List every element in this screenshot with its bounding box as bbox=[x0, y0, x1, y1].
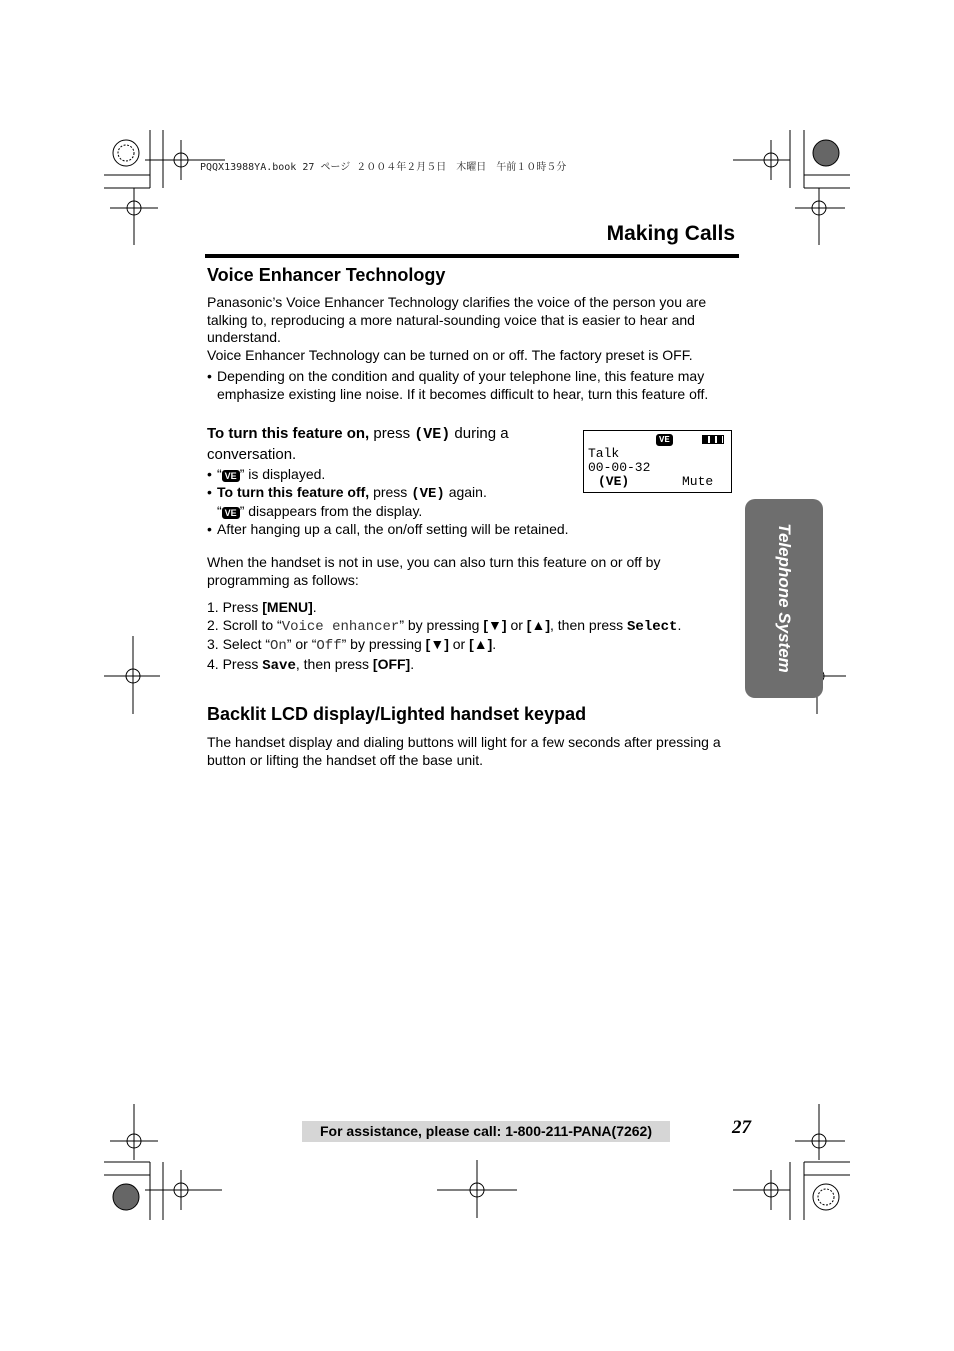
select-softkey: Select bbox=[627, 618, 678, 635]
page-title: Making Calls bbox=[606, 222, 735, 245]
ve-key: (VE) bbox=[414, 426, 451, 443]
step-2-end: . bbox=[677, 616, 682, 633]
ve-key: (VE) bbox=[411, 485, 445, 502]
down-key: [▼] bbox=[483, 616, 507, 633]
backlit-paragraph: The handset display and dialing buttons will light for a few seconds after pressing a button or lifting the handset off the base unit. bbox=[207, 734, 721, 768]
turn-off-label: To turn this feature off, bbox=[217, 483, 370, 500]
voice-enhancer-menu-item: Voice enhancer bbox=[281, 618, 400, 635]
turn-on-rest-text: during a conversation. bbox=[207, 425, 509, 463]
line-noise-note: • Depending on the condition and quality of your telephone line, this feature may emphasize existing line noise. If it becomes difficult to hear, turn this feature off. bbox=[207, 368, 737, 403]
side-tab bbox=[745, 499, 823, 698]
step-4-mid: , then press bbox=[295, 655, 373, 672]
title-rule bbox=[205, 254, 739, 258]
disappears-text: ” disappears from the display. bbox=[239, 503, 423, 519]
down-key: [▼] bbox=[425, 636, 449, 652]
turn-off-press-text: press bbox=[369, 483, 412, 500]
side-tab-label: Telephone System bbox=[775, 523, 794, 673]
lcd-line-1: Talk bbox=[588, 446, 620, 461]
step-1-end: . bbox=[312, 599, 317, 615]
page-number: 27 bbox=[732, 1117, 751, 1138]
section-heading-voice-enhancer: Voice Enhancer Technology bbox=[207, 265, 446, 285]
intro-paragraph-1: Panasonic’s Voice Enhancer Technology clarifies the voice of the person you are talking to, reproducing a more natural-sounding voice that is easier to hear and understand. bbox=[207, 294, 707, 345]
step-3-text: 3. Select “ bbox=[207, 636, 271, 652]
step-3-mid: ” by pressing bbox=[341, 636, 426, 652]
save-softkey: Save bbox=[262, 657, 296, 674]
section-heading-backlit-lcd: Backlit LCD display/Lighted handset keypad bbox=[207, 704, 587, 724]
turn-on-bullets bbox=[207, 466, 607, 538]
turn-off-again-text: again. bbox=[444, 483, 487, 500]
lcd-status-icons bbox=[656, 432, 673, 446]
lcd-line-2: 00-00-32 bbox=[588, 460, 651, 475]
quote-open: “ bbox=[217, 503, 222, 519]
step-3-or: ” or “ bbox=[286, 636, 317, 652]
programming-intro: When the handset is not in use, you can also turn this feature on or off by programming as follows: bbox=[207, 554, 661, 588]
on-option: On bbox=[270, 638, 287, 654]
step-3-end: . bbox=[492, 636, 497, 652]
handset-lcd-illustration bbox=[583, 430, 732, 493]
programming-steps bbox=[207, 599, 737, 675]
intro-paragraph-2: Voice Enhancer Technology can be turned on or off. The factory preset is OFF. bbox=[207, 346, 693, 363]
print-header-line: PQQX13988YA.book 27 ページ ２００４年２月５日 木曜日 午前１０時５分 bbox=[200, 162, 567, 173]
turn-on-instruction bbox=[207, 424, 537, 465]
bullet-displayed bbox=[207, 466, 607, 484]
quote-open: “ bbox=[217, 466, 222, 482]
step-3 bbox=[207, 636, 737, 656]
ve-icon: VE bbox=[222, 507, 240, 519]
battery-icon bbox=[702, 435, 724, 444]
assistance-footer: For assistance, please call: 1-800-211-PANA(7262) bbox=[302, 1121, 670, 1142]
step-4-text: 4. Press bbox=[207, 655, 263, 672]
ve-icon: VE bbox=[222, 470, 240, 482]
bullet-hangup: • After hanging up a call, the on/off setting will be retained. bbox=[207, 521, 607, 539]
off-option: Off bbox=[316, 638, 342, 654]
voice-enhancer-intro bbox=[207, 294, 737, 403]
ve-icon: VE bbox=[656, 434, 673, 446]
turn-on-press-text: press bbox=[369, 425, 415, 442]
bullet-turn-off bbox=[207, 484, 607, 521]
step-2-text: 2. Scroll to “ bbox=[207, 616, 282, 633]
step-2-mid: ” by pressing bbox=[399, 616, 484, 633]
lcd-softkey-right: Mute bbox=[682, 474, 714, 489]
step-1-text: 1. Press bbox=[207, 599, 263, 615]
menu-key: [MENU] bbox=[262, 599, 313, 615]
step-1 bbox=[207, 599, 737, 617]
up-key: [▲] bbox=[469, 636, 493, 652]
or-text: or bbox=[506, 616, 527, 633]
displayed-text: ” is displayed. bbox=[239, 466, 326, 482]
step-2 bbox=[207, 617, 737, 637]
off-key: [OFF] bbox=[372, 655, 411, 672]
step-4 bbox=[207, 656, 737, 676]
up-key: [▲] bbox=[526, 616, 550, 633]
turn-on-label: To turn this feature on, bbox=[207, 425, 370, 442]
lcd-softkey-left: (VE) bbox=[598, 474, 630, 489]
or-text: or bbox=[448, 636, 470, 652]
step-2-then: , then press bbox=[549, 616, 628, 633]
step-4-end: . bbox=[410, 655, 415, 672]
